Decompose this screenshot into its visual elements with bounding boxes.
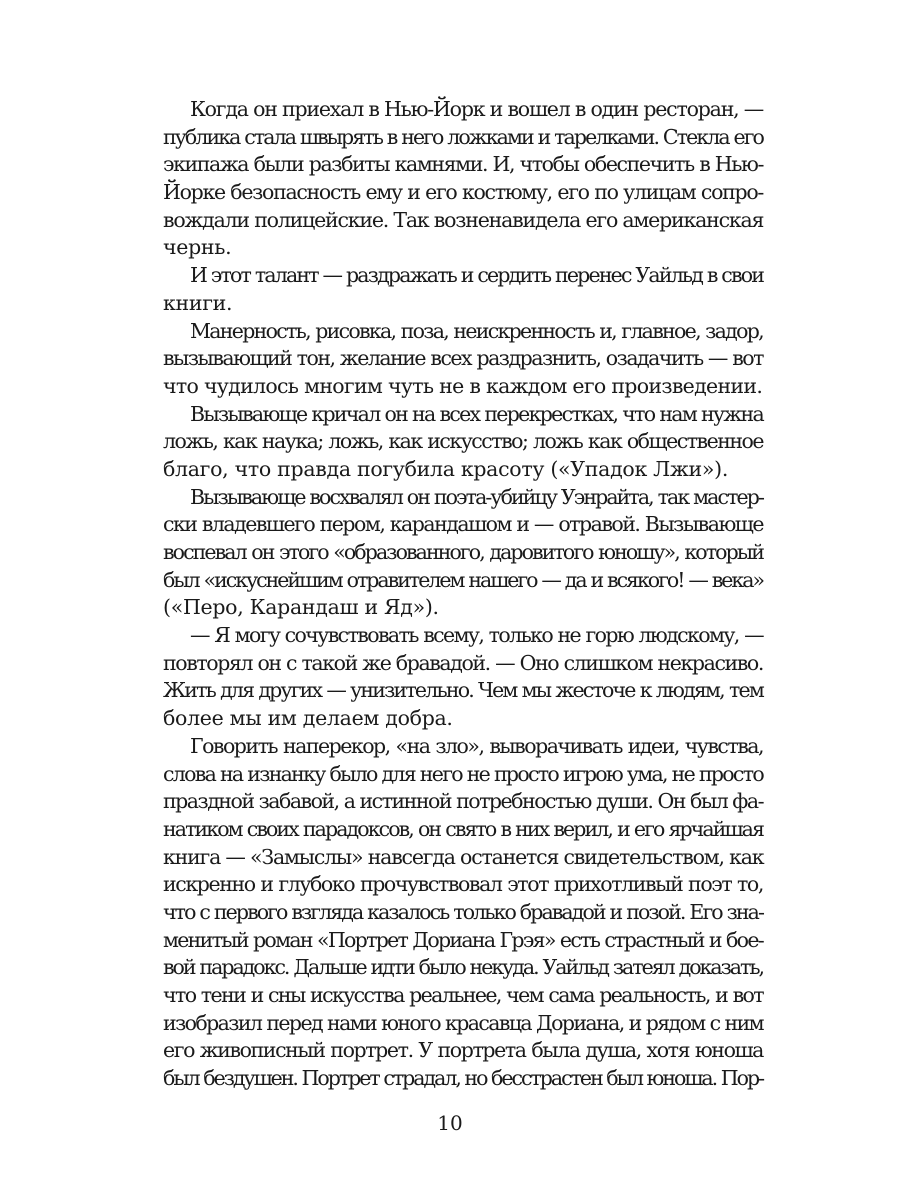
text-line: Вызывающе восхвалял он поэта-убийцу Уэнрайта, так мастер- xyxy=(190,484,763,509)
text-line: что с первого взгляда казалось только бравадой и позой. Его зна- xyxy=(163,899,763,924)
text-line: вызывающий тон, желание всех раздразнить, озадачить — вот xyxy=(163,346,763,371)
text-line: («Перо, Карандаш и Яд»). xyxy=(163,595,439,620)
body-text xyxy=(163,96,763,1093)
text-line: слова на изнанку было для него не просто игрою ума, не просто xyxy=(163,761,763,786)
text-line: натиком своих парадоксов, он свято в них верил, и его ярчайшая xyxy=(163,816,763,841)
text-line: вой парадокс. Дальше идти было некуда. Уайльд затеял доказать, xyxy=(163,955,763,980)
text-line: был бездушен. Портрет страдал, но бесстрастен был юноша. Пор- xyxy=(163,1066,763,1091)
text-line: Манерность, рисовка, поза, неискренность и, главное, задор, xyxy=(190,318,763,343)
text-line: ски владевшего пером, карандашом и — отравой. Вызывающе xyxy=(163,512,763,537)
text-line: что тени и сны искусства реальнее, чем сама реальность, и вот xyxy=(163,983,763,1007)
text-line: менитый роман «Портрет Дориана Грэя» есть страстный и бое- xyxy=(163,927,763,952)
text-line: вождали полицейские. Так возненавидела его американская xyxy=(163,207,764,232)
text-line: Говорить наперекор, «на зло», выворачивать идеи, чувства, xyxy=(190,733,763,758)
text-line: Вызывающе кричал он на всех перекрестках, что нам нужна xyxy=(190,401,763,426)
text-line: — Я могу сочувствовать всему, только не горю людскому, — xyxy=(190,623,763,648)
text-line: его живописный портрет. У портрета была душа, хотя юноша xyxy=(163,1038,763,1063)
text-line: изобразил перед нами юного красавца Дориана, и рядом с ним xyxy=(163,1010,763,1035)
text-line: И этот талант — раздражать и сердить перенес Уайльд в свои xyxy=(190,263,764,288)
text-line: праздной забавой, а истинной потребностью души. Он был фа- xyxy=(163,789,763,814)
text-line: Йорке безопасность ему и его костюму, его по улицам сопро- xyxy=(163,180,763,205)
text-line: книга — «Замыслы» навсегда останется свидетельством, как xyxy=(163,844,764,869)
page-number: 10 xyxy=(437,1111,463,1135)
text-line: воспевал он этого «образованного, даровитого юношу», который xyxy=(163,540,763,564)
text-line: Жить для других — унизительно. Чем мы жесточе к людям, тем xyxy=(163,678,763,703)
text-line: экипажа были разбиты камнями. И, чтобы обеспечить в Нью- xyxy=(163,152,763,177)
text-line: был «искуснейшим отравителем нашего — да и всякого! — века» xyxy=(163,567,763,592)
text-line: повторял он с такой же бравадой. — Оно слишком некрасиво. xyxy=(163,650,763,675)
text-line: искренно и глубоко прочувствовал этот прихотливый поэт то, xyxy=(163,872,763,897)
text-line: Когда он приехал в Нью-Йорк и вошел в один ресторан, — xyxy=(190,97,764,121)
text-line: что чудилось многим чуть не в каждом его произведении. xyxy=(163,373,763,398)
text-line: чернь. xyxy=(163,235,232,260)
text-line: книги. xyxy=(163,290,233,315)
text-line: публика стала швырять в него ложками и тарелками. Стекла его xyxy=(163,124,763,149)
text-line: благо, что правда погубила красоту («Упадок Лжи»). xyxy=(163,456,729,481)
text-line: ложь, как наука; ложь, как искусство; ложь как общественное xyxy=(163,429,763,454)
text-line: более мы им делаем добра. xyxy=(163,706,453,731)
